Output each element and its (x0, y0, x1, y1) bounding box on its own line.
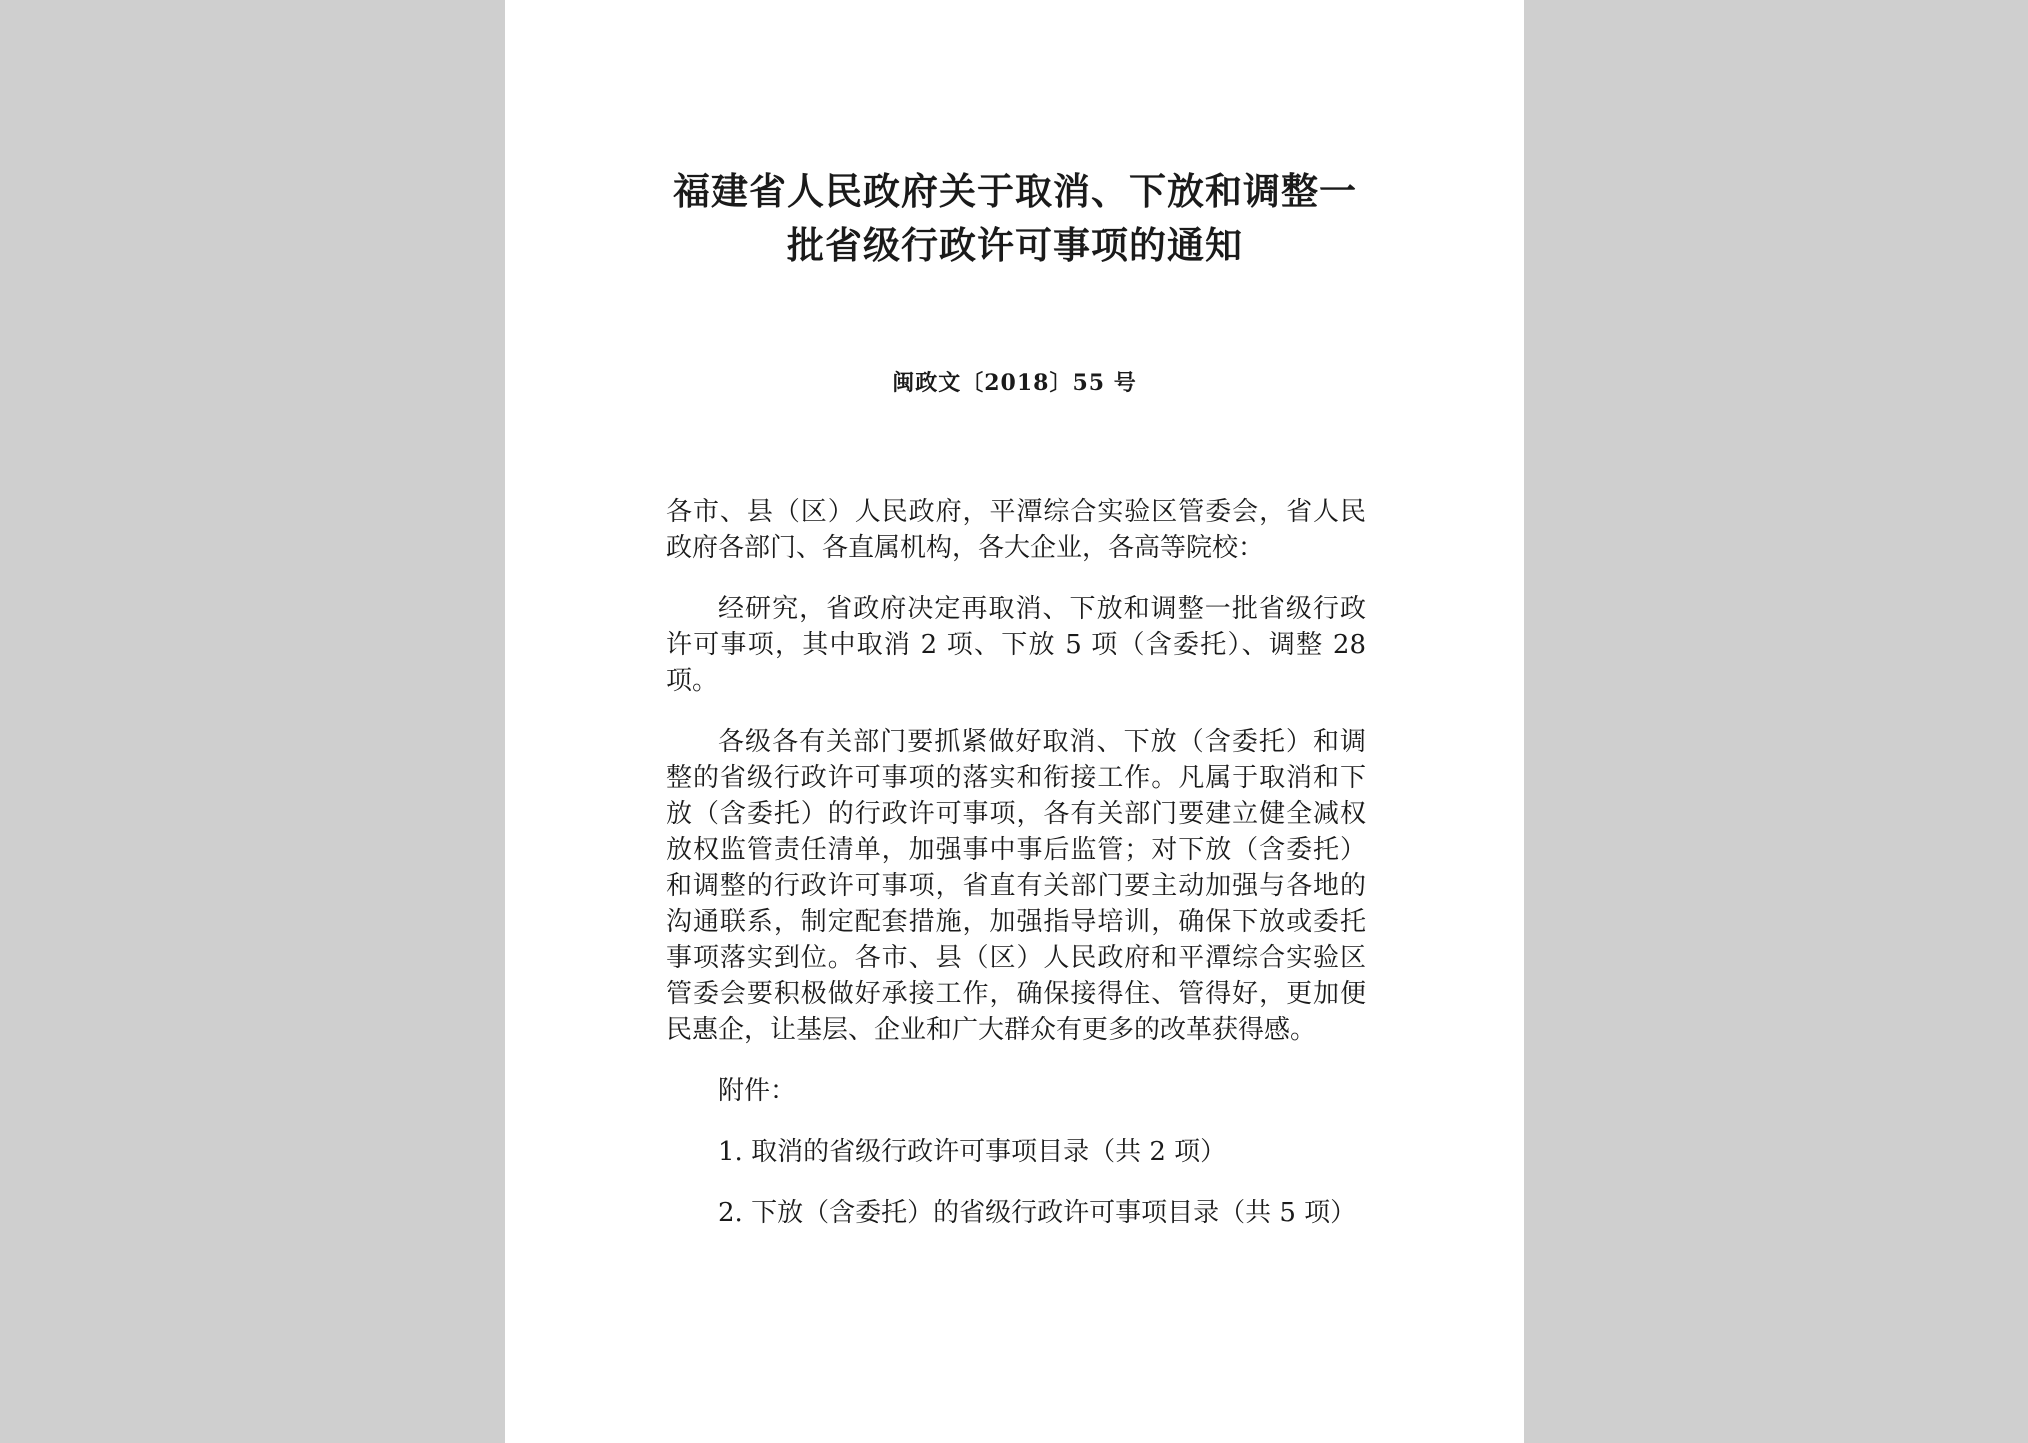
salutation: 各市、县（区）人民政府，平潭综合实验区管委会，省人民政府各部门、各直属机构，各大企业，各高等院校： (666, 497, 1366, 563)
document-body (666, 494, 1366, 1256)
document-title (655, 164, 1375, 272)
paragraph-2: 各级各有关部门要抓紧做好取消、下放（含委托）和调整的省级行政许可事项的落实和衔接工作。凡属于取消和下放（含委托）的行政许可事项，各有关部门要建立健全减权放权监管责任清单，加强事中事后监管；对下放（含委托）和调整的行政许可事项，省直有关部门要主动加强与各地的沟通联系，制定配套措施，加强指导培训，确保下放或委托事项落实到位。各市、县（区）人民政府和平潭综合实验区管委会要积极做好承接工作，确保接得住、管得好，更加便民惠企，让基层、企业和广大群众有更多的改革获得感。 (666, 727, 1366, 1045)
document-number: 闽政文〔2018〕55 号 (892, 370, 1137, 396)
paragraph-1: 经研究，省政府决定再取消、下放和调整一批省级行政许可事项，其中取消 2 项、下放 5 项（含委托）、调整 28 项。 (666, 594, 1366, 696)
title-line-1: 福建省人民政府关于取消、下放和调整一 (673, 169, 1357, 213)
document-page (505, 0, 1524, 1443)
title-line-2: 批省级行政许可事项的通知 (787, 223, 1243, 267)
attachment-item-1: 1. 取消的省级行政许可事项目录（共 2 项） (718, 1137, 1227, 1167)
attachments-label: 附件： (718, 1076, 797, 1106)
attachment-item-2: 2. 下放（含委托）的省级行政许可事项目录（共 5 项） (718, 1198, 1357, 1228)
